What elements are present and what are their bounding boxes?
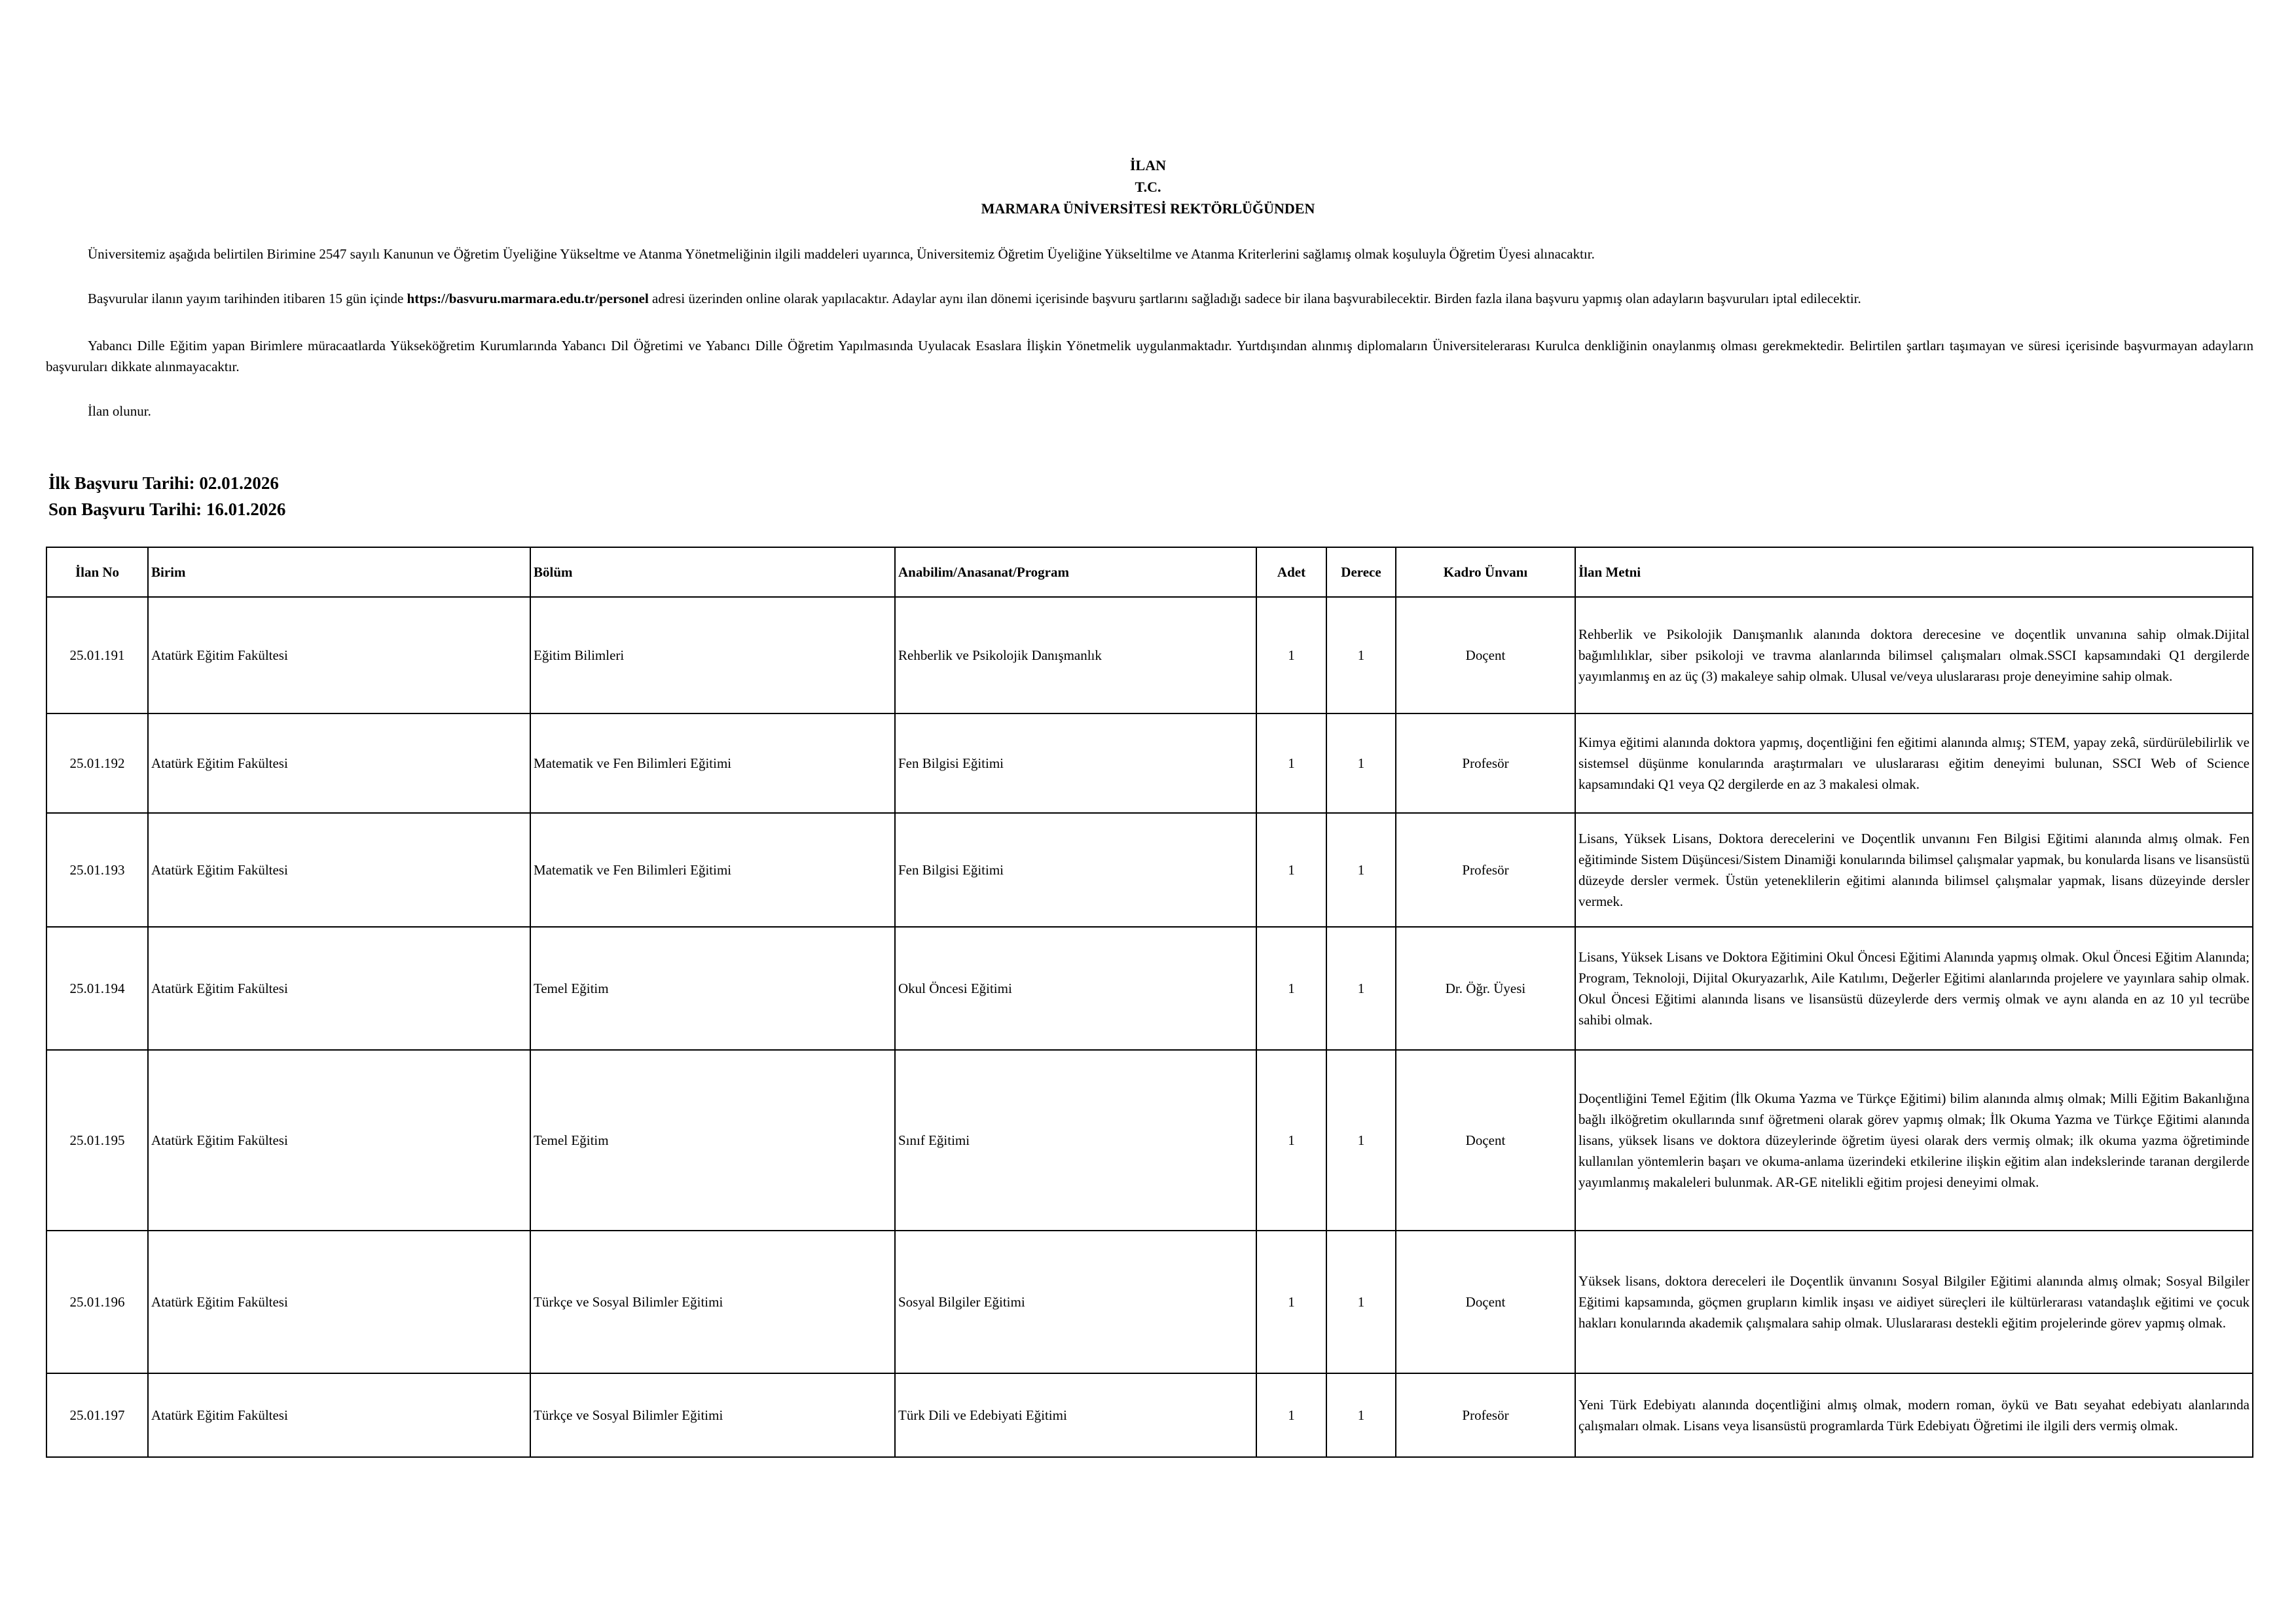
cell-kadro: Dr. Öğr. Üyesi xyxy=(1396,927,1575,1050)
cell-program: Rehberlik ve Psikolojik Danışmanlık xyxy=(895,597,1256,713)
intro-text-2a: Başvurular ilanın yayım tarihinden itibaren 15 gün içinde xyxy=(88,291,407,306)
cell-adet: 1 xyxy=(1256,927,1326,1050)
cell-adet: 1 xyxy=(1256,1373,1326,1457)
cell-program: Fen Bilgisi Eğitimi xyxy=(895,713,1256,813)
cell-birim: Atatürk Eğitim Fakültesi xyxy=(148,1373,530,1457)
table-row xyxy=(46,1050,2253,1231)
col-header-birim: Birim xyxy=(148,547,530,597)
col-header-derece: Derece xyxy=(1326,547,1396,597)
cell-adet: 1 xyxy=(1256,597,1326,713)
cell-birim: Atatürk Eğitim Fakültesi xyxy=(148,713,530,813)
cell-kadro: Profesör xyxy=(1396,713,1575,813)
intro-paragraph-1 xyxy=(46,244,2253,264)
cell-derece: 1 xyxy=(1326,713,1396,813)
cell-ilan-metni: Lisans, Yüksek Lisans, Doktora derecelerini ve Doçentlik unvanını Fen Bilgisi Eğitimi alanında almış olmak. Fen eğitiminde Sistem Düşüncesi/Sistem Dinamiği konularında bilimsel çalışmalar yapmak, bu konularda lisans ve lisansüstü düzeyde dersler vermek. Üstün yeteneklilerin eğitimi alanında bilimsel çalışmalar yapmak, lisans düzeyinde dersler vermek. xyxy=(1575,813,2253,927)
cell-kadro: Doçent xyxy=(1396,597,1575,713)
header-ilan: İLAN xyxy=(1129,157,1166,173)
cell-program: Okul Öncesi Eğitimi xyxy=(895,927,1256,1050)
cell-kadro: Profesör xyxy=(1396,813,1575,927)
cell-bolum: Türkçe ve Sosyal Bilimler Eğitimi xyxy=(530,1373,895,1457)
intro-paragraph-2 xyxy=(46,288,2253,309)
cell-ilan-metni: Yeni Türk Edebiyatı alanında doçentliğini almış olmak, modern roman, öykü ve Batı seyahat edebiyatı alanlarında çalışmaları olmak. Lisans veya lisansüstü programlarda Türk Edebiyatı Öğretimi ile ilgili ders vermiş olmak. xyxy=(1575,1373,2253,1457)
cell-adet: 1 xyxy=(1256,713,1326,813)
cell-ilan-metni: Rehberlik ve Psikolojik Danışmanlık alanında doktora derecesine ve doçentlik unvanına sahip olmak.Dijital bağımlılıklar, siber psikoloji ve travma alanlarında bilimsel çalışmaları olmak.SSCI kapsamındaki Q1 dergilerde yayımlanmış en az üç (3) makaleye sahip olmak. Ulusal ve/veya uluslararası proje deneyimine sahip olmak. xyxy=(1575,597,2253,713)
col-header-kadro: Kadro Ünvanı xyxy=(1396,547,1575,597)
cell-birim: Atatürk Eğitim Fakültesi xyxy=(148,927,530,1050)
cell-kadro: Doçent xyxy=(1396,1050,1575,1231)
table-row xyxy=(46,713,2253,813)
cell-derece: 1 xyxy=(1326,1373,1396,1457)
intro-text-3: Yabancı Dille Eğitim yapan Birimlere müracaatlarda Yükseköğretim Kurumlarında Yabancı Dil Öğretimi ve Yabancı Dille Öğretim Yapılmasında Uyulacak Esaslara İlişkin Yönetmelik uygulanmaktadır. Yurtdışından alınmış diplomaların Üniversitelerarası Kurulca denkliğinin onaylanmış olması gerekmektedir. Belirtilen şartları taşımayan ve süresi içerisinde başvurmayan adayların başvuruları dikkate alınmayacaktır. xyxy=(46,338,2253,374)
application-dates xyxy=(48,470,285,522)
cell-adet: 1 xyxy=(1256,813,1326,927)
cell-ilan-no: 25.01.194 xyxy=(46,927,148,1050)
col-header-ilan-metni: İlan Metni xyxy=(1575,547,2253,597)
table-row xyxy=(46,597,2253,713)
cell-bolum: Türkçe ve Sosyal Bilimler Eğitimi xyxy=(530,1231,895,1373)
header-tc: T.C. xyxy=(1135,179,1161,195)
cell-derece: 1 xyxy=(1326,1050,1396,1231)
cell-bolum: Temel Eğitim xyxy=(530,1050,895,1231)
cell-derece: 1 xyxy=(1326,927,1396,1050)
cell-birim: Atatürk Eğitim Fakültesi xyxy=(148,597,530,713)
cell-program: Sınıf Eğitimi xyxy=(895,1050,1256,1231)
col-header-bolum: Bölüm xyxy=(530,547,895,597)
col-header-adet: Adet xyxy=(1256,547,1326,597)
cell-program: Sosyal Bilgiler Eğitimi xyxy=(895,1231,1256,1373)
intro-text-2b: adresi üzerinden online olarak yapılacaktır. Adaylar aynı ilan dönemi içerisinde başvuru şartlarını sağladığı sadece bir ilana başvurabilecektir. Birden fazla ilana başvuru yapmış olan adayların başvuruları iptal edilecektir. xyxy=(648,291,1861,306)
cell-ilan-metni: Doçentliğini Temel Eğitim (İlk Okuma Yazma ve Türkçe Eğitimi) bilim alanında almış olmak; Milli Eğitim Bakanlığına bağlı ilköğretim okullarında sınıf öğretmeni olarak görev yapmış olmak; İlk Okuma Yazma ve Türkçe Eğitimi alanında lisans, yüksek lisans ve doktora düzeylerinde öğretim üyesi olarak ders vermiş olmak; ilk okuma yazma öğretiminde kullanılan yöntemlerin başarı ve okuma-anlama üzerindeki etkilerine ilişkin eğitim alan indekslerinde taranan dergilerde yayımlanmış makaleleri bulunmak. AR-GE nitelikli eğitim projesi deneyimi olmak. xyxy=(1575,1050,2253,1231)
cell-bolum: Temel Eğitim xyxy=(530,927,895,1050)
cell-bolum: Matematik ve Fen Bilimleri Eğitimi xyxy=(530,713,895,813)
cell-ilan-no: 25.01.195 xyxy=(46,1050,148,1231)
cell-ilan-metni: Kimya eğitimi alanında doktora yapmış, doçentliğini fen eğitimi alanında almış; STEM, yapay zekâ, sürdürülebilirlik ve sistemsel düşünme konularında araştırmaları ve uluslararası eğitim deneyimi bulunan, SSCI Web of Science kapsamındaki Q1 veya Q2 dergilerde en az 3 makalesi olmak. xyxy=(1575,713,2253,813)
cell-adet: 1 xyxy=(1256,1231,1326,1373)
intro-text-4: İlan olunur. xyxy=(88,403,151,419)
table-row xyxy=(46,1373,2253,1457)
application-url-link[interactable]: https://basvuru.marmara.edu.tr/personel xyxy=(407,291,649,306)
last-application-date: Son Başvuru Tarihi: 16.01.2026 xyxy=(48,499,286,519)
intro-paragraph-4 xyxy=(46,401,2253,422)
intro-text-1: Üniversitemiz aşağıda belirtilen Birimine 2547 sayılı Kanunun ve Öğretim Üyeliğine Yükseltme ve Atanma Yönetmeliğinin ilgili maddeleri uyarınca, Üniversitemiz Öğretim Üyeliğine Yükseltilme ve Atanma Kriterlerini sağlamış olmak koşuluyla Öğretim Üyesi alınacaktır. xyxy=(88,246,1595,262)
positions-table xyxy=(46,547,2253,1458)
cell-ilan-no: 25.01.193 xyxy=(46,813,148,927)
cell-ilan-no: 25.01.191 xyxy=(46,597,148,713)
table-row xyxy=(46,813,2253,927)
cell-kadro: Doçent xyxy=(1396,1231,1575,1373)
cell-birim: Atatürk Eğitim Fakültesi xyxy=(148,1231,530,1373)
table-row xyxy=(46,927,2253,1050)
cell-ilan-no: 25.01.196 xyxy=(46,1231,148,1373)
cell-ilan-no: 25.01.192 xyxy=(46,713,148,813)
cell-program: Fen Bilgisi Eğitimi xyxy=(895,813,1256,927)
cell-derece: 1 xyxy=(1326,597,1396,713)
col-header-ilan-no: İlan No xyxy=(46,547,148,597)
intro-paragraph-3 xyxy=(46,335,2253,377)
header-university: MARMARA ÜNİVERSİTESİ REKTÖRLÜĞÜNDEN xyxy=(981,200,1315,217)
table-row xyxy=(46,1231,2253,1373)
cell-bolum: Eğitim Bilimleri xyxy=(530,597,895,713)
cell-kadro: Profesör xyxy=(1396,1373,1575,1457)
cell-birim: Atatürk Eğitim Fakültesi xyxy=(148,1050,530,1231)
cell-derece: 1 xyxy=(1326,813,1396,927)
cell-program: Türk Dili ve Edebiyati Eğitimi xyxy=(895,1373,1256,1457)
cell-birim: Atatürk Eğitim Fakültesi xyxy=(148,813,530,927)
cell-bolum: Matematik ve Fen Bilimleri Eğitimi xyxy=(530,813,895,927)
cell-adet: 1 xyxy=(1256,1050,1326,1231)
cell-ilan-metni: Lisans, Yüksek Lisans ve Doktora Eğitimini Okul Öncesi Eğitimi Alanında yapmış olmak. Okul Öncesi Eğitim Alanında; Program, Teknoloji, Dijital Okuryazarlık, Aile Katılımı, Değerler Eğitimi alanlarında projelere ve yayınlara sahip olmak. Okul Öncesi Eğitimi alanında lisans ve lisansüstü düzeylerde ders vermiş olmak ve aynı alanda en az 10 yıl tecrübe sahibi olmak. xyxy=(1575,927,2253,1050)
announcement-header xyxy=(0,154,2296,219)
first-application-date: İlk Başvuru Tarihi: 02.01.2026 xyxy=(48,473,279,493)
cell-ilan-no: 25.01.197 xyxy=(46,1373,148,1457)
col-header-program: Anabilim/Anasanat/Program xyxy=(895,547,1256,597)
cell-ilan-metni: Yüksek lisans, doktora dereceleri ile Doçentlik ünvanını Sosyal Bilgiler Eğitimi alanında almış olmak; Sosyal Bilgiler Eğitimi kapsamında, göçmen grupların kimlik inşası ve aidiyet süreçleri ile kültürlerarası vatandaşlık eğitimi ve çocuk hakları konularında akademik çalışmalara sahip olmak. Uluslararası destekli eğitim projelerinde görev yapmış olmak. xyxy=(1575,1231,2253,1373)
cell-derece: 1 xyxy=(1326,1231,1396,1373)
table-header-row xyxy=(46,547,2253,597)
